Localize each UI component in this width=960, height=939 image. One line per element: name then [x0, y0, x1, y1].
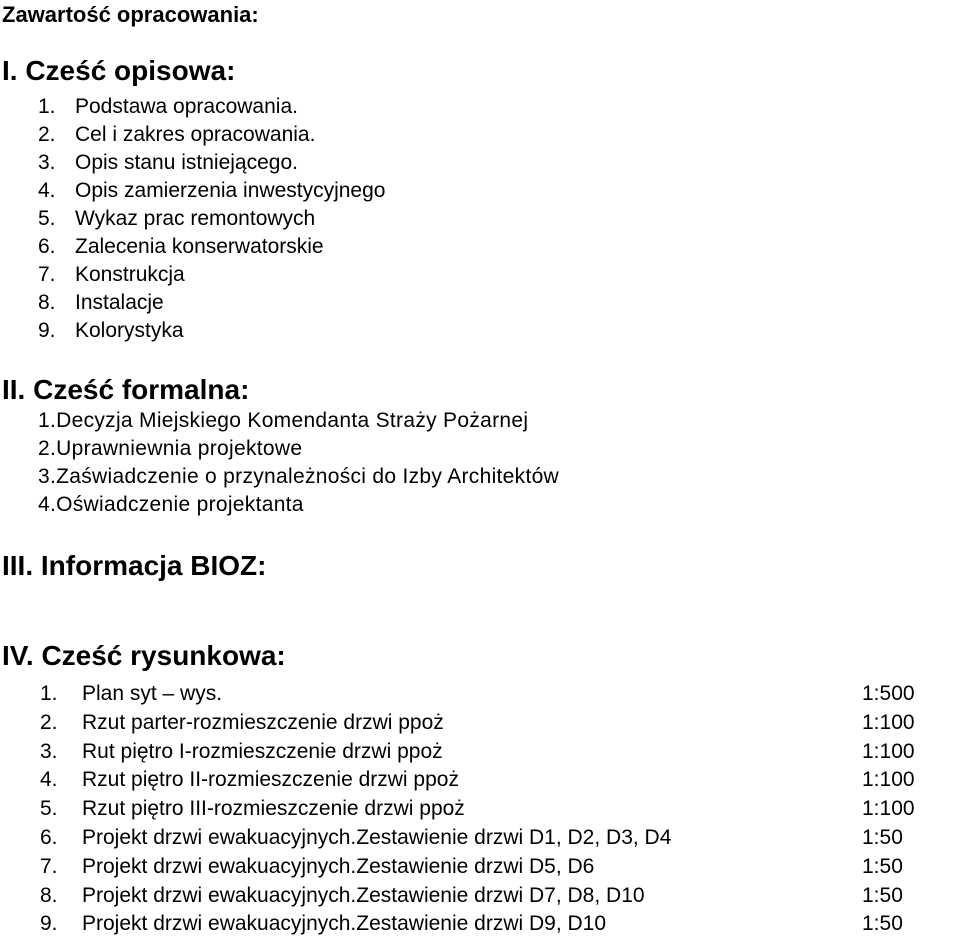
list-item: [38, 289, 385, 317]
list-item: [38, 435, 559, 463]
item-text: Opis zamierzenia inwestycyjnego: [75, 179, 386, 202]
item-text: Rzut piętro II-rozmieszczenie drzwi ppoż: [82, 768, 459, 792]
item-number: 5.: [40, 797, 58, 821]
formal-list: [38, 407, 559, 519]
list-item: [38, 205, 385, 233]
item-scale: 1:100: [862, 797, 915, 821]
section-heading-bioz: III. Informacja BIOZ:: [2, 550, 267, 581]
list-item: [40, 910, 960, 939]
list-item: [40, 882, 960, 911]
item-number: 4.: [38, 179, 56, 202]
item-number: 4.: [40, 768, 58, 792]
item-scale: 1:50: [862, 825, 903, 849]
document-title: Zawartość opracowania:: [2, 2, 259, 27]
item-text: Rzut parter-rozmieszczenie drzwi ppoż: [82, 710, 444, 734]
descriptive-list: [38, 93, 385, 345]
item-number: 2.: [40, 710, 58, 734]
item-text: Wykaz prac remontowych: [75, 207, 316, 230]
item-number: 7.: [38, 263, 56, 286]
item-text: Projekt drzwi ewakuacyjnych.Zestawienie drzwi D9, D10: [82, 912, 607, 936]
item-text: Projekt drzwi ewakuacyjnych.Zestawienie drzwi D7, D8, D10: [82, 883, 645, 907]
item-scale: 1:50: [862, 854, 903, 878]
item-scale: 1:100: [862, 739, 915, 763]
list-item: [38, 317, 385, 345]
item-scale: 1:500: [862, 682, 915, 705]
item-text: Kolorystyka: [75, 319, 184, 342]
list-item: [38, 121, 385, 149]
item-number: 3.: [40, 739, 58, 763]
item-scale: 1:50: [862, 912, 903, 936]
item-text: Opis stanu istniejącego.: [75, 151, 298, 174]
item-text: Konstrukcja: [75, 263, 185, 286]
item-number: 3.: [38, 151, 56, 174]
item-number: 2.: [38, 437, 57, 460]
item-number: 9.: [40, 912, 58, 936]
list-item: [40, 680, 960, 709]
item-text: Plan syt – wys.: [82, 682, 223, 705]
list-item: [40, 766, 960, 795]
list-item: [38, 261, 385, 289]
list-item: [40, 824, 960, 853]
item-number: 8.: [38, 291, 56, 314]
item-number: 4.: [38, 493, 57, 516]
item-scale: 1:100: [862, 710, 915, 734]
item-number: 2.: [38, 123, 56, 146]
list-item: [38, 463, 559, 491]
section-heading-descriptive: I. Cześć opisowa:: [2, 55, 236, 86]
item-number: 7.: [40, 854, 58, 878]
item-text: Zaświadczenie o przynależności do Izby Architektów: [56, 465, 560, 488]
item-number: 1.: [38, 409, 57, 432]
item-number: 8.: [40, 883, 58, 907]
section-heading-formal: II. Cześć formalna:: [2, 374, 250, 405]
item-number: 5.: [38, 207, 56, 230]
list-item: [38, 407, 559, 435]
item-text: Projekt drzwi ewakuacyjnych.Zestawienie drzwi D5, D6: [82, 854, 595, 878]
item-text: Decyzja Miejskiego Komendanta Straży Pożarnej: [56, 409, 529, 432]
drawings-list: [40, 680, 960, 939]
item-number: 1.: [38, 95, 56, 118]
list-item: [38, 177, 385, 205]
list-item: [40, 853, 960, 882]
item-number: 6.: [40, 825, 58, 849]
list-item: [38, 233, 385, 261]
item-number: 9.: [38, 319, 56, 342]
item-text: Instalacje: [75, 291, 164, 314]
item-text: Uprawniewnia projektowe: [56, 437, 303, 460]
list-item: [40, 795, 960, 824]
list-item: [40, 738, 960, 767]
list-item: [38, 491, 559, 519]
item-number: 6.: [38, 235, 56, 258]
list-item: [38, 149, 385, 177]
item-text: Oświadczenie projektanta: [56, 493, 304, 516]
section-heading-drawings: IV. Cześć rysunkowa:: [2, 640, 286, 671]
item-text: Podstawa opracowania.: [75, 95, 298, 118]
item-text: Zalecenia konserwatorskie: [75, 235, 324, 258]
item-number: 1.: [40, 682, 58, 705]
item-scale: 1:50: [862, 883, 903, 907]
item-text: Projekt drzwi ewakuacyjnych.Zestawienie drzwi D1, D2, D3, D4: [82, 825, 672, 849]
item-text: Rzut piętro III-rozmieszczenie drzwi ppoż: [82, 797, 465, 821]
item-number: 3.: [38, 465, 57, 488]
item-scale: 1:100: [862, 768, 915, 792]
list-item: [38, 93, 385, 121]
item-text: Rut piętro I-rozmieszczenie drzwi ppoż: [82, 739, 443, 763]
item-text: Cel i zakres opracowania.: [75, 123, 316, 146]
list-item: [40, 709, 960, 738]
